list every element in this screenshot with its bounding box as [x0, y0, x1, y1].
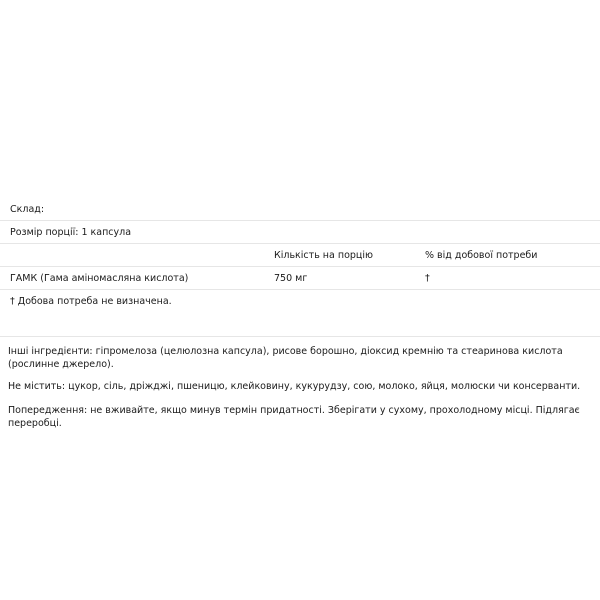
- section-divider: [0, 314, 600, 337]
- ingredient-daily-value: †: [425, 273, 430, 284]
- table-row: [0, 267, 600, 290]
- serving-size: Розмір порції: 1 капсула: [10, 227, 132, 238]
- does-not-contain: Не містить: цукор, сіль, дріжджі, пшеницю, клейковину, кукурудзу, сою, молоко, яйця, молюски чи консерванти.: [8, 381, 581, 392]
- amount-header: Кількість на порцію: [274, 250, 374, 261]
- warning: Попередження: не вживайте, якщо минув термін придатності. Зберігати у сухому, прохолодному місці. Підлягає переробці.: [8, 405, 580, 429]
- footnote-row: [0, 290, 600, 314]
- table-header-row: [0, 244, 600, 267]
- serving-size-row: [0, 221, 600, 244]
- other-ingredients: Інші інгредієнти: гіпромелоза (целюлозна капсула), рисове борошно, діоксид кремнію та стеаринова кислота (рослинне джерело).: [8, 346, 563, 370]
- supplement-facts-panel: [0, 198, 600, 429]
- daily-value-header: % від добової потреби: [425, 250, 538, 261]
- ingredient-amount: 750 мг: [274, 273, 308, 284]
- composition-label: Склад:: [10, 204, 45, 215]
- footnote: † Добова потреба не визначена.: [10, 296, 172, 307]
- ingredient-name: ГАМК (Гама аміномасляна кислота): [10, 273, 189, 284]
- composition-row: [0, 198, 600, 221]
